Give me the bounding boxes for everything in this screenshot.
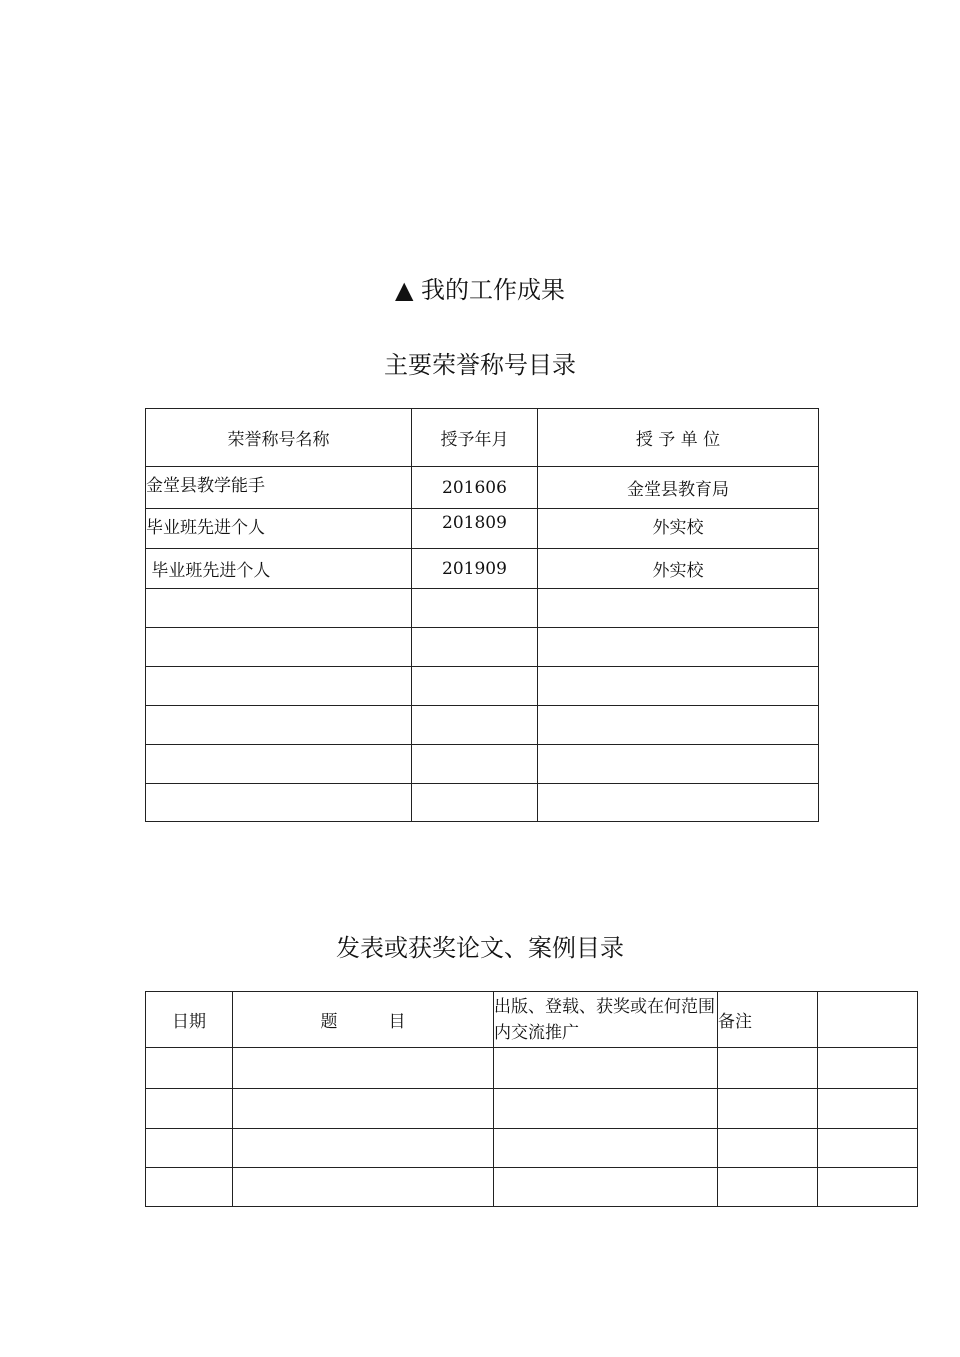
- table-cell: [538, 667, 819, 706]
- header-cell: 授 予 单 位: [538, 409, 819, 467]
- triangle-icon: ▲: [394, 276, 414, 304]
- table-cell: [412, 745, 538, 784]
- table-cell: 201909: [412, 549, 538, 589]
- header-cell: 题 目: [233, 992, 494, 1048]
- table-cell: [412, 667, 538, 706]
- table-cell: [412, 784, 538, 822]
- table-cell: 金堂县教育局: [538, 467, 819, 509]
- table-row: [146, 784, 819, 822]
- table-cell: 外实校: [538, 549, 819, 589]
- table-cell: [146, 1048, 233, 1089]
- table-cell: [233, 1048, 494, 1089]
- table-row: [146, 745, 819, 784]
- table-cell: [538, 784, 819, 822]
- table-cell: [818, 1129, 918, 1168]
- table-cell: [818, 1168, 918, 1207]
- table-cell: [412, 628, 538, 667]
- table-row: [146, 1168, 918, 1207]
- table-cell: [233, 1089, 494, 1129]
- table-row: [146, 509, 819, 549]
- table-row: [146, 589, 819, 628]
- table-cell: [146, 706, 412, 745]
- table-cell: [494, 1089, 718, 1129]
- table-cell: [494, 1129, 718, 1168]
- table-row: [146, 549, 819, 589]
- table-cell: 毕业班先进个人: [146, 509, 412, 549]
- table-cell: [233, 1129, 494, 1168]
- table-row: [146, 467, 819, 509]
- section-heading-text: 我的工作成果: [421, 276, 566, 304]
- table-row: [146, 1048, 918, 1089]
- table-cell: [538, 706, 819, 745]
- table-cell: 201809: [412, 509, 538, 549]
- table-row: [146, 1129, 918, 1168]
- table-row: [146, 628, 819, 667]
- table-cell: [538, 628, 819, 667]
- table-cell: [818, 1089, 918, 1129]
- table-cell: 外实校: [538, 509, 819, 549]
- header-cell: 授予年月: [412, 409, 538, 467]
- table-cell: [146, 1129, 233, 1168]
- table-cell: 毕业班先进个人: [146, 549, 412, 589]
- header-cell: 备注: [718, 992, 818, 1048]
- table-cell: [146, 667, 412, 706]
- table-row: [146, 667, 819, 706]
- table-cell: [818, 1048, 918, 1089]
- table-cell: [718, 1168, 818, 1207]
- table-cell: [146, 1168, 233, 1207]
- header-cell: 出版、登载、获奖或在何范围内交流推广: [494, 992, 718, 1048]
- header-cell: [818, 992, 918, 1048]
- table-cell: 201606: [412, 467, 538, 509]
- papers-header-row: [146, 992, 918, 1048]
- table-cell: [146, 784, 412, 822]
- honors-title: 主要荣誉称号目录: [384, 351, 576, 379]
- table-cell: [718, 1129, 818, 1168]
- table-cell: [494, 1168, 718, 1207]
- table-cell: 金堂县教学能手: [146, 467, 412, 509]
- header-cell: 荣誉称号名称: [146, 409, 412, 467]
- table-cell: [494, 1048, 718, 1089]
- honors-header-row: [146, 409, 819, 467]
- table-cell: [412, 589, 538, 628]
- table-cell: [718, 1048, 818, 1089]
- table-cell: [718, 1089, 818, 1129]
- table-cell: [146, 589, 412, 628]
- table-cell: [146, 1089, 233, 1129]
- table-row: [146, 706, 819, 745]
- header-cell: 日期: [146, 992, 233, 1048]
- table-cell: [146, 628, 412, 667]
- honors-table: [145, 408, 819, 822]
- table-row: [146, 1089, 918, 1129]
- table-cell: [412, 706, 538, 745]
- section-heading: [0, 270, 960, 305]
- papers-title: 发表或获奖论文、案例目录: [336, 934, 624, 962]
- table-cell: [233, 1168, 494, 1207]
- table-cell: [538, 745, 819, 784]
- papers-table: [145, 991, 918, 1207]
- table-cell: [146, 745, 412, 784]
- table-cell: [538, 589, 819, 628]
